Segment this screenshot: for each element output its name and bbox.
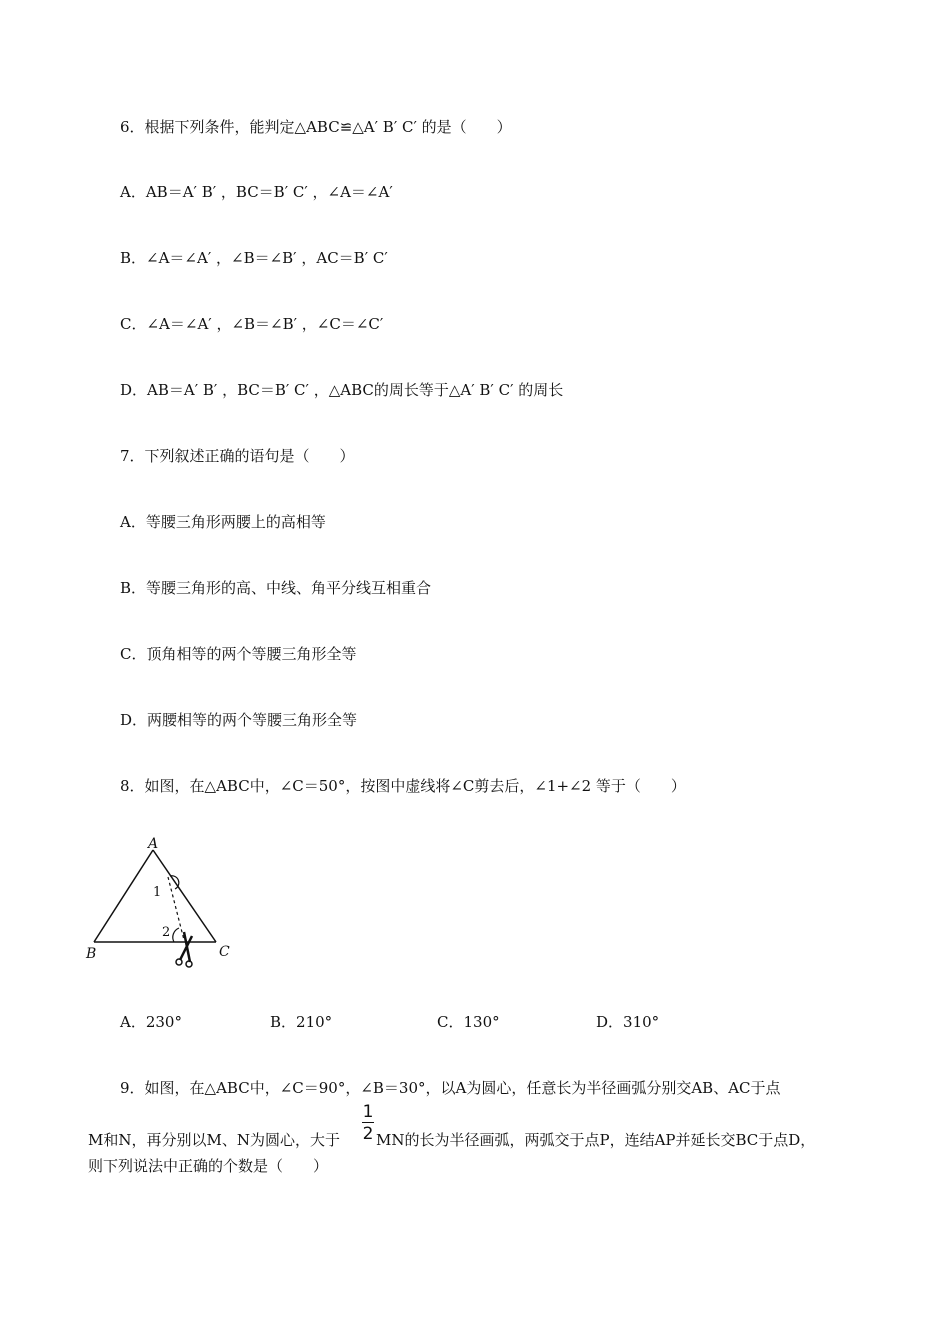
q8-stem: 8．如图，在△ABC中，∠C＝50°，按图中虚线将∠C剪去后，∠1+∠2 等于（ ） [120, 777, 686, 795]
q7-option-b: B．等腰三角形的高、中线、角平分线互相重合 [120, 579, 432, 597]
q9-line-2-start: M和N，再分别以M、N为圆心，大于 [88, 1131, 340, 1149]
q6-option-a: A．AB＝A′ B′ ，BC＝B′ C′ ，∠A＝∠A′ [120, 183, 393, 201]
q9-line-2-end: MN的长为半径画弧，两弧交于点P，连结AP并延长交BC于点D， [376, 1131, 816, 1149]
scissors-icon [176, 932, 192, 967]
q8-option-b: B．210° [270, 1013, 333, 1031]
q8-option-d: D．310° [596, 1013, 660, 1031]
q6-stem: 6．根据下列条件，能判定△ABC≌△A′ B′ C′ 的是（ ） [120, 118, 512, 136]
q9-line-1: 9．如图，在△ABC中，∠C＝90°，∠B＝30°，以A为圆心，任意长为半径画弧分别交AB、AC于点 [120, 1079, 781, 1097]
label-angle-2: 2 [162, 925, 171, 940]
fraction-bar [362, 1122, 374, 1123]
label-a: A [148, 836, 159, 852]
q8-option-c: C．130° [437, 1013, 500, 1031]
q7-stem: 7．下列叙述正确的语句是（ ） [120, 447, 355, 465]
fraction-denominator: 2 [362, 1124, 374, 1144]
q6-option-d: D．AB＝A′ B′ ，BC＝B′ C′ ，△ABC的周长等于△A′ B′ C′ 的周长 [120, 381, 564, 399]
angle-2-arc [173, 928, 179, 942]
q7-option-c: C．顶角相等的两个等腰三角形全等 [120, 645, 357, 663]
label-c: C [219, 944, 230, 960]
side-ab [94, 850, 153, 942]
q8-option-a: A．230° [120, 1013, 182, 1031]
q6-option-b: B．∠A＝∠A′ ，∠B＝∠B′ ，AC＝B′ C′ [120, 249, 388, 267]
label-b: B [86, 946, 97, 962]
label-angle-1: 1 [153, 885, 162, 900]
q6-option-c: C．∠A＝∠A′ ，∠B＝∠B′ ，∠C＝∠C′ [120, 315, 384, 333]
q8-triangle-figure [80, 832, 240, 972]
fraction-numerator: 1 [362, 1102, 374, 1122]
q7-option-d: D．两腰相等的两个等腰三角形全等 [120, 711, 358, 729]
q9-line-3: 则下列说法中正确的个数是（ ） [88, 1157, 329, 1175]
q7-option-a: A．等腰三角形两腰上的高相等 [120, 513, 326, 531]
